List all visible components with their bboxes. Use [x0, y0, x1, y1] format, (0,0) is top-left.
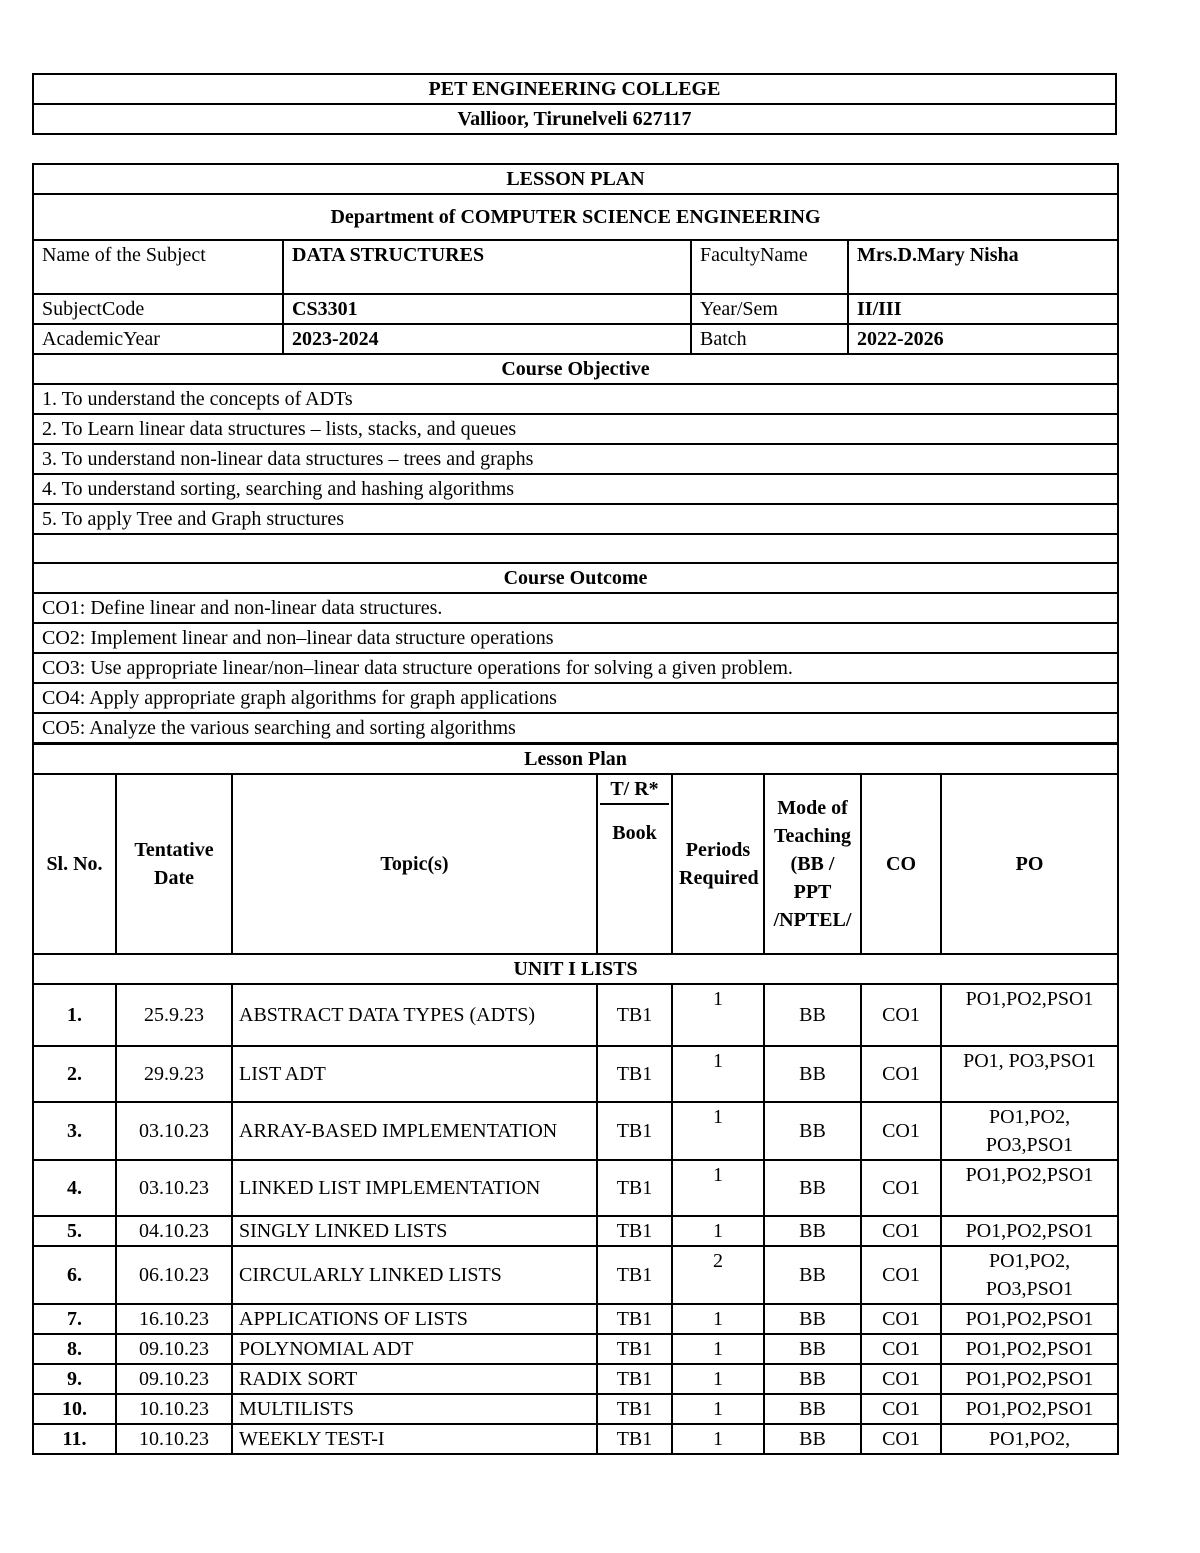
row-date: 09.10.23: [116, 1364, 232, 1394]
row-topic: CIRCULARLY LINKED LISTS: [232, 1246, 597, 1304]
college-address: Vallioor, Tirunelveli 627117: [33, 104, 1116, 134]
subject-value: DATA STRUCTURES: [283, 240, 691, 294]
row-topic: ARRAY-BASED IMPLEMENTATION: [232, 1102, 597, 1160]
row-periods: 1: [672, 1334, 764, 1364]
row-po: PO1,PO2, PO3,PSO1: [941, 1102, 1118, 1160]
row-book: TB1: [597, 1304, 672, 1334]
row-date: 10.10.23: [116, 1424, 232, 1454]
table-row: [33, 1046, 1118, 1102]
row-sl: 2.: [33, 1046, 116, 1102]
row-po: PO1,PO2,PSO1: [941, 1364, 1118, 1394]
code-value: CS3301: [283, 294, 691, 324]
row-sl: 5.: [33, 1216, 116, 1246]
row-topic: POLYNOMIAL ADT: [232, 1334, 597, 1364]
row-date: 03.10.23: [116, 1160, 232, 1216]
blank-row: [33, 534, 1118, 563]
row-periods: 1: [672, 1394, 764, 1424]
table-row: [33, 1394, 1118, 1424]
outcome-item: CO5: Analyze the various searching and sorting algorithms: [33, 713, 1118, 743]
row-co: CO1: [861, 1102, 941, 1160]
col-co: CO: [861, 774, 941, 954]
row-po: PO1,PO2,PSO1: [941, 1394, 1118, 1424]
yearsem-value: II/III: [848, 294, 1118, 324]
row-date: 04.10.23: [116, 1216, 232, 1246]
row-mode: BB: [764, 1216, 861, 1246]
table-row: [33, 984, 1118, 1046]
row-mode: BB: [764, 1424, 861, 1454]
table-row: [33, 1102, 1118, 1160]
row-date: 09.10.23: [116, 1334, 232, 1364]
row-periods: 2: [672, 1246, 764, 1304]
row-topic: LIST ADT: [232, 1046, 597, 1102]
batch-label: Batch: [691, 324, 848, 354]
row-book: TB1: [597, 984, 672, 1046]
row-sl: 11.: [33, 1424, 116, 1454]
row-sl: 8.: [33, 1334, 116, 1364]
row-sl: 4.: [33, 1160, 116, 1216]
row-sl: 7.: [33, 1304, 116, 1334]
row-periods: 1: [672, 984, 764, 1046]
row-periods: 1: [672, 1364, 764, 1394]
table-row: [33, 1424, 1118, 1454]
row-periods: 1: [672, 1304, 764, 1334]
row-mode: BB: [764, 1102, 861, 1160]
outcome-item: CO3: Use appropriate linear/non–linear data structure operations for solving a given problem.: [33, 653, 1118, 683]
row-sl: 9.: [33, 1364, 116, 1394]
row-po: PO1,PO2,: [941, 1424, 1118, 1454]
row-po: PO1, PO3,PSO1: [941, 1046, 1118, 1102]
row-co: CO1: [861, 1216, 941, 1246]
col-book-label: Book: [600, 803, 669, 847]
plan-title: LESSON PLAN: [33, 164, 1118, 194]
lesson-plan-table: [32, 743, 1119, 1455]
row-mode: BB: [764, 1160, 861, 1216]
acad-value: 2023-2024: [283, 324, 691, 354]
acad-label: AcademicYear: [33, 324, 283, 354]
row-sl: 3.: [33, 1102, 116, 1160]
row-mode: BB: [764, 1304, 861, 1334]
row-sl: 1.: [33, 984, 116, 1046]
col-date: Tentative Date: [116, 774, 232, 954]
row-book: TB1: [597, 1216, 672, 1246]
row-date: 16.10.23: [116, 1304, 232, 1334]
college-name: PET ENGINEERING COLLEGE: [33, 74, 1116, 104]
row-co: CO1: [861, 1246, 941, 1304]
col-po: PO: [941, 774, 1118, 954]
lesson-plan-info: [32, 163, 1119, 744]
row-co: CO1: [861, 984, 941, 1046]
row-co: CO1: [861, 1394, 941, 1424]
faculty-value: Mrs.D.Mary Nisha: [848, 240, 1118, 294]
row-po: PO1,PO2,PSO1: [941, 1304, 1118, 1334]
row-topic: MULTILISTS: [232, 1394, 597, 1424]
row-co: CO1: [861, 1160, 941, 1216]
row-mode: BB: [764, 984, 861, 1046]
row-topic: APPLICATIONS OF LISTS: [232, 1304, 597, 1334]
outcome-item: CO1: Define linear and non-linear data structures.: [33, 593, 1118, 623]
row-date: 29.9.23: [116, 1046, 232, 1102]
row-date: 06.10.23: [116, 1246, 232, 1304]
row-book: TB1: [597, 1102, 672, 1160]
objectives-heading: Course Objective: [33, 354, 1118, 384]
outcomes-heading: Course Outcome: [33, 563, 1118, 593]
row-book: TB1: [597, 1364, 672, 1394]
row-topic: LINKED LIST IMPLEMENTATION: [232, 1160, 597, 1216]
col-mode: Mode of Teaching (BB / PPT /NPTEL/: [764, 774, 861, 954]
row-topic: RADIX SORT: [232, 1364, 597, 1394]
row-book: TB1: [597, 1394, 672, 1424]
row-book: TB1: [597, 1246, 672, 1304]
col-periods: Periods Required: [672, 774, 764, 954]
objective-item: 5. To apply Tree and Graph structures: [33, 504, 1118, 534]
table-row: [33, 1334, 1118, 1364]
row-co: CO1: [861, 1424, 941, 1454]
row-co: CO1: [861, 1304, 941, 1334]
objective-item: 2. To Learn linear data structures – lists, stacks, and queues: [33, 414, 1118, 444]
col-book: [597, 774, 672, 954]
table-row: [33, 1304, 1118, 1334]
objective-item: 3. To understand non-linear data structures – trees and graphs: [33, 444, 1118, 474]
row-mode: BB: [764, 1246, 861, 1304]
outcome-item: CO2: Implement linear and non–linear data structure operations: [33, 623, 1118, 653]
col-tr: T/ R*: [610, 778, 659, 800]
row-book: TB1: [597, 1334, 672, 1364]
row-topic: SINGLY LINKED LISTS: [232, 1216, 597, 1246]
row-co: CO1: [861, 1046, 941, 1102]
col-topic: Topic(s): [232, 774, 597, 954]
row-mode: BB: [764, 1394, 861, 1424]
unit-heading: UNIT I LISTS: [33, 954, 1118, 984]
row-po: PO1,PO2,PSO1: [941, 1160, 1118, 1216]
table-row: [33, 1216, 1118, 1246]
row-po: PO1,PO2,PSO1: [941, 1334, 1118, 1364]
row-co: CO1: [861, 1334, 941, 1364]
row-periods: 1: [672, 1102, 764, 1160]
department: Department of COMPUTER SCIENCE ENGINEERING: [33, 194, 1118, 240]
row-periods: 1: [672, 1424, 764, 1454]
row-topic: ABSTRACT DATA TYPES (ADTS): [232, 984, 597, 1046]
row-periods: 1: [672, 1046, 764, 1102]
row-book: TB1: [597, 1424, 672, 1454]
row-date: 03.10.23: [116, 1102, 232, 1160]
row-sl: 10.: [33, 1394, 116, 1424]
col-sl: Sl. No.: [33, 774, 116, 954]
row-date: 10.10.23: [116, 1394, 232, 1424]
yearsem-label: Year/Sem: [691, 294, 848, 324]
lesson-heading: Lesson Plan: [33, 744, 1118, 774]
row-sl: 6.: [33, 1246, 116, 1304]
row-date: 25.9.23: [116, 984, 232, 1046]
lesson-rows: [33, 984, 1118, 1454]
outcome-item: CO4: Apply appropriate graph algorithms for graph applications: [33, 683, 1118, 713]
subject-label: Name of the Subject: [33, 240, 283, 294]
college-header: [32, 73, 1117, 135]
row-book: TB1: [597, 1160, 672, 1216]
objective-item: 1. To understand the concepts of ADTs: [33, 384, 1118, 414]
table-row: [33, 1160, 1118, 1216]
row-book: TB1: [597, 1046, 672, 1102]
row-periods: 1: [672, 1216, 764, 1246]
row-po: PO1,PO2,PSO1: [941, 1216, 1118, 1246]
batch-value: 2022-2026: [848, 324, 1118, 354]
table-row: [33, 1246, 1118, 1304]
row-co: CO1: [861, 1364, 941, 1394]
faculty-label: FacultyName: [691, 240, 848, 294]
row-periods: 1: [672, 1160, 764, 1216]
row-po: PO1,PO2,PSO1: [941, 984, 1118, 1046]
row-mode: BB: [764, 1046, 861, 1102]
row-mode: BB: [764, 1334, 861, 1364]
table-row: [33, 1364, 1118, 1394]
objective-item: 4. To understand sorting, searching and hashing algorithms: [33, 474, 1118, 504]
row-po: PO1,PO2, PO3,PSO1: [941, 1246, 1118, 1304]
code-label: SubjectCode: [33, 294, 283, 324]
row-topic: WEEKLY TEST-I: [232, 1424, 597, 1454]
row-mode: BB: [764, 1364, 861, 1394]
